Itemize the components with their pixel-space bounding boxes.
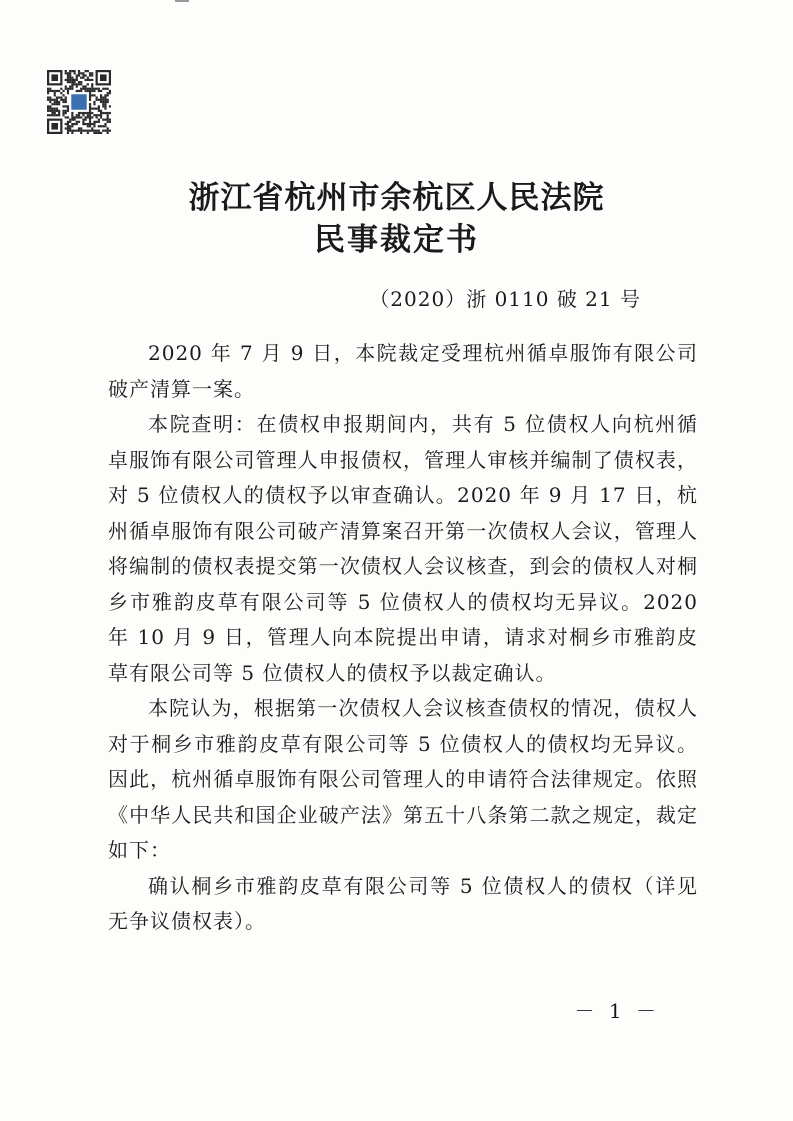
paragraph-opinion: 本院认为，根据第一次债权人会议核查债权的情况，债权人对于桐乡市雅韵皮草有限公司等 5 位债权人的债权均无异议。因此，杭州循卓服饰有限公司管理人的申请符合法律规定。依照《中华人民共和国企业破产法》第五十八条第二款之规定，裁定如下： <box>108 696 698 862</box>
qr-logo-icon <box>71 94 86 109</box>
case-number: （2020）浙 0110 破 21 号 <box>369 287 641 311</box>
page-number: － 1 － <box>574 999 660 1023</box>
paragraph-acceptance: 2020 年 7 月 9 日，本院裁定受理杭州循卓服饰有限公司破产清算一案。 <box>108 341 698 401</box>
scan-mark <box>175 0 189 2</box>
paragraph-findings: 本院查明：在债权申报期间内，共有 5 位债权人向杭州循卓服饰有限公司管理人申报债权，管理人审核并编制了债权表，对 5 位债权人的债权予以审查确认。2020 年 9 月 17 日，杭州循卓服饰有限公司破产清算案召开第一次债权人会议，管理人将编制的债权表提交第一次债权人会议核查，到会的债权人对桐乡市雅韵皮草有限公司等 5 位债权人的债权均无异议。2020 年 10 月 9 日，管理人向本院提出申请，请求对桐乡市雅韵皮草有限公司等 5 位债权人的债权予以裁定确认。 <box>108 412 698 685</box>
ruling-body <box>108 336 698 940</box>
court-name: 浙江省杭州市余杭区人民法院 <box>188 180 605 216</box>
document-type: 民事裁定书 <box>314 222 479 258</box>
qr-code-icon <box>47 70 111 134</box>
paragraph-ruling: 确认桐乡市雅韵皮草有限公司等 5 位债权人的债权（详见无争议债权表）。 <box>108 873 698 933</box>
